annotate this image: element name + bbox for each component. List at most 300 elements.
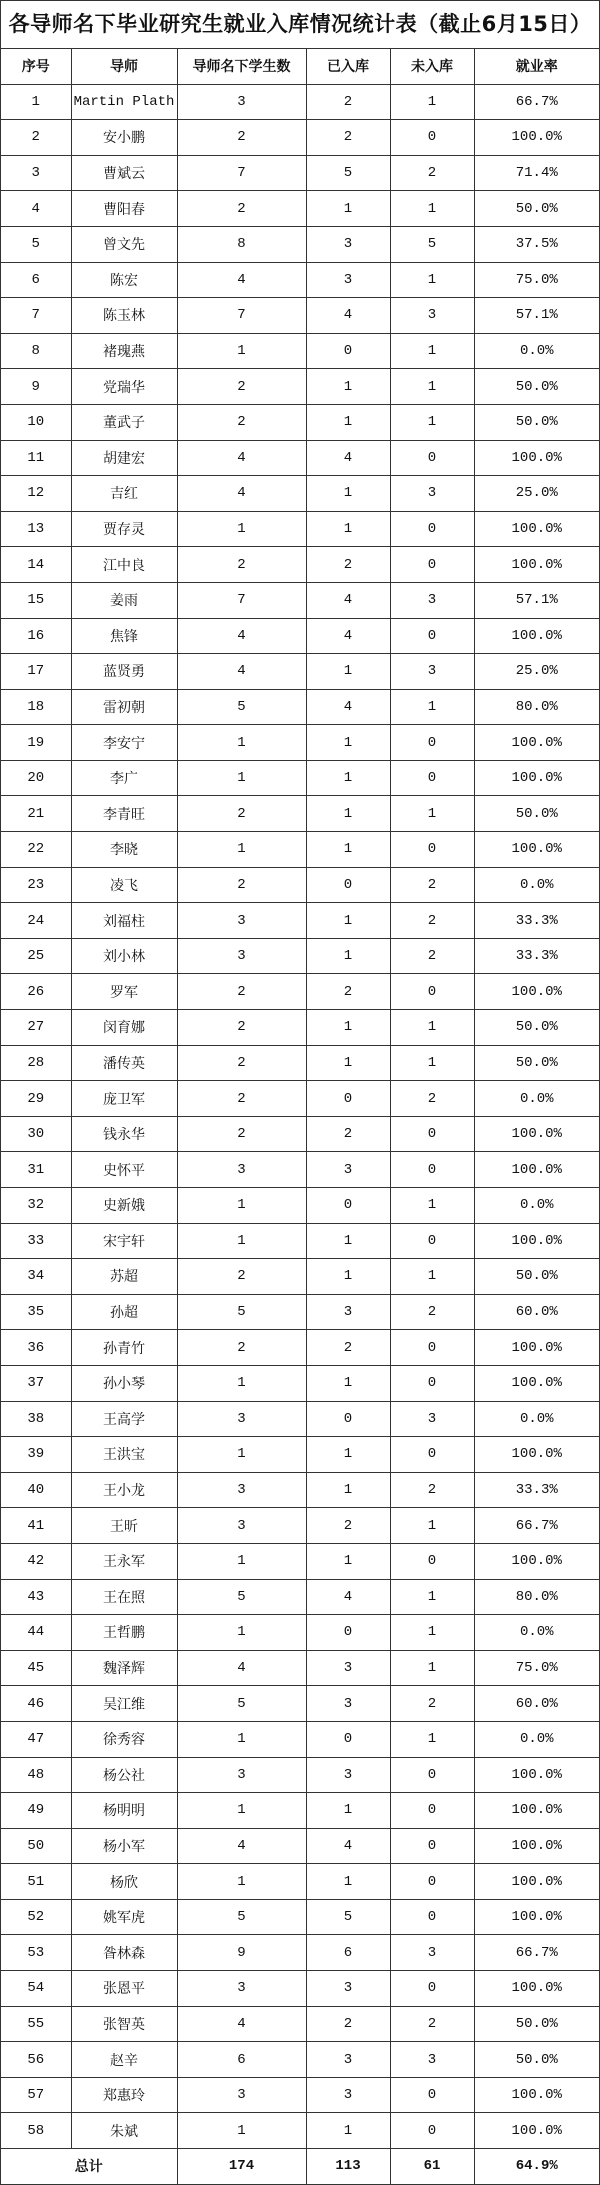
table-row bbox=[1, 974, 599, 1010]
cell-unregistered: 1 bbox=[390, 689, 474, 725]
cell-unregistered: 2 bbox=[390, 1472, 474, 1508]
cell-employment-rate: 100.0% bbox=[474, 1864, 599, 1900]
cell-unregistered: 1 bbox=[390, 333, 474, 369]
cell-advisor: 闵育娜 bbox=[71, 1010, 177, 1046]
cell-student-count: 1 bbox=[177, 1188, 306, 1224]
cell-advisor: 吉红 bbox=[71, 476, 177, 512]
cell-employment-rate: 0.0% bbox=[474, 1615, 599, 1651]
cell-registered: 3 bbox=[306, 226, 390, 262]
table-row bbox=[1, 1793, 599, 1829]
cell-employment-rate: 50.0% bbox=[474, 796, 599, 832]
cell-employment-rate: 25.0% bbox=[474, 654, 599, 690]
table-row bbox=[1, 1935, 599, 1971]
cell-advisor: 胡建宏 bbox=[71, 440, 177, 476]
cell-employment-rate: 50.0% bbox=[474, 191, 599, 227]
cell-index: 49 bbox=[1, 1793, 71, 1829]
cell-unregistered: 0 bbox=[390, 618, 474, 654]
cell-unregistered: 0 bbox=[390, 440, 474, 476]
cell-unregistered: 3 bbox=[390, 476, 474, 512]
cell-employment-rate: 33.3% bbox=[474, 1472, 599, 1508]
cell-advisor: 钱永华 bbox=[71, 1116, 177, 1152]
cell-student-count: 2 bbox=[177, 547, 306, 583]
cell-registered: 4 bbox=[306, 689, 390, 725]
cell-employment-rate: 100.0% bbox=[474, 1223, 599, 1259]
total-rate: 64.9% bbox=[474, 2149, 599, 2185]
cell-employment-rate: 100.0% bbox=[474, 120, 599, 156]
cell-unregistered: 2 bbox=[390, 2006, 474, 2042]
cell-employment-rate: 57.1% bbox=[474, 298, 599, 334]
cell-advisor: 孙小琴 bbox=[71, 1365, 177, 1401]
cell-registered: 4 bbox=[306, 1579, 390, 1615]
cell-unregistered: 1 bbox=[390, 1650, 474, 1686]
cell-employment-rate: 50.0% bbox=[474, 2042, 599, 2078]
cell-index: 7 bbox=[1, 298, 71, 334]
cell-advisor: 王高学 bbox=[71, 1401, 177, 1437]
cell-advisor: 李安宁 bbox=[71, 725, 177, 761]
cell-student-count: 3 bbox=[177, 1472, 306, 1508]
cell-employment-rate: 0.0% bbox=[474, 1721, 599, 1757]
cell-student-count: 1 bbox=[177, 1864, 306, 1900]
cell-advisor: 李晓 bbox=[71, 832, 177, 868]
cell-unregistered: 3 bbox=[390, 582, 474, 618]
cell-registered: 1 bbox=[306, 903, 390, 939]
cell-unregistered: 1 bbox=[390, 84, 474, 120]
cell-employment-rate: 0.0% bbox=[474, 333, 599, 369]
cell-student-count: 3 bbox=[177, 1152, 306, 1188]
cell-student-count: 1 bbox=[177, 1793, 306, 1829]
cell-student-count: 4 bbox=[177, 1650, 306, 1686]
cell-unregistered: 0 bbox=[390, 511, 474, 547]
cell-student-count: 7 bbox=[177, 582, 306, 618]
cell-unregistered: 2 bbox=[390, 1294, 474, 1330]
table-row bbox=[1, 1899, 599, 1935]
cell-index: 27 bbox=[1, 1010, 71, 1046]
cell-index: 33 bbox=[1, 1223, 71, 1259]
cell-student-count: 3 bbox=[177, 2077, 306, 2113]
cell-student-count: 4 bbox=[177, 1828, 306, 1864]
cell-employment-rate: 50.0% bbox=[474, 404, 599, 440]
table-row bbox=[1, 1188, 599, 1224]
cell-index: 51 bbox=[1, 1864, 71, 1900]
cell-unregistered: 1 bbox=[390, 262, 474, 298]
cell-student-count: 1 bbox=[177, 511, 306, 547]
table-row bbox=[1, 1757, 599, 1793]
cell-registered: 0 bbox=[306, 1721, 390, 1757]
cell-unregistered: 0 bbox=[390, 832, 474, 868]
cell-registered: 4 bbox=[306, 298, 390, 334]
cell-index: 47 bbox=[1, 1721, 71, 1757]
cell-unregistered: 5 bbox=[390, 226, 474, 262]
cell-student-count: 4 bbox=[177, 440, 306, 476]
cell-registered: 3 bbox=[306, 1294, 390, 1330]
cell-employment-rate: 0.0% bbox=[474, 1081, 599, 1117]
cell-unregistered: 0 bbox=[390, 974, 474, 1010]
cell-unregistered: 0 bbox=[390, 120, 474, 156]
cell-employment-rate: 100.0% bbox=[474, 832, 599, 868]
cell-registered: 1 bbox=[306, 832, 390, 868]
cell-index: 58 bbox=[1, 2113, 71, 2149]
cell-advisor: 赵辛 bbox=[71, 2042, 177, 2078]
cell-employment-rate: 100.0% bbox=[474, 1971, 599, 2007]
cell-employment-rate: 33.3% bbox=[474, 903, 599, 939]
cell-registered: 1 bbox=[306, 476, 390, 512]
cell-student-count: 3 bbox=[177, 1971, 306, 2007]
cell-advisor: 魏泽辉 bbox=[71, 1650, 177, 1686]
cell-unregistered: 3 bbox=[390, 1935, 474, 1971]
cell-advisor: 苏超 bbox=[71, 1259, 177, 1295]
cell-unregistered: 3 bbox=[390, 1401, 474, 1437]
cell-student-count: 2 bbox=[177, 867, 306, 903]
cell-registered: 4 bbox=[306, 1828, 390, 1864]
cell-unregistered: 0 bbox=[390, 1971, 474, 2007]
cell-unregistered: 1 bbox=[390, 1259, 474, 1295]
table-row bbox=[1, 298, 599, 334]
cell-registered: 4 bbox=[306, 582, 390, 618]
cell-employment-rate: 100.0% bbox=[474, 1365, 599, 1401]
cell-registered: 2 bbox=[306, 84, 390, 120]
cell-student-count: 3 bbox=[177, 1508, 306, 1544]
cell-student-count: 8 bbox=[177, 226, 306, 262]
cell-employment-rate: 57.1% bbox=[474, 582, 599, 618]
cell-index: 8 bbox=[1, 333, 71, 369]
cell-registered: 1 bbox=[306, 1259, 390, 1295]
cell-student-count: 2 bbox=[177, 1045, 306, 1081]
cell-employment-rate: 0.0% bbox=[474, 1401, 599, 1437]
cell-registered: 3 bbox=[306, 1686, 390, 1722]
cell-unregistered: 0 bbox=[390, 1152, 474, 1188]
cell-unregistered: 3 bbox=[390, 298, 474, 334]
cell-unregistered: 1 bbox=[390, 191, 474, 227]
cell-unregistered: 1 bbox=[390, 1010, 474, 1046]
table-row bbox=[1, 2077, 599, 2113]
total-students: 174 bbox=[177, 2149, 306, 2185]
cell-unregistered: 3 bbox=[390, 654, 474, 690]
cell-employment-rate: 100.0% bbox=[474, 1793, 599, 1829]
table-row bbox=[1, 938, 599, 974]
cell-employment-rate: 100.0% bbox=[474, 1330, 599, 1366]
cell-advisor: 宋宇轩 bbox=[71, 1223, 177, 1259]
cell-registered: 4 bbox=[306, 618, 390, 654]
cell-unregistered: 0 bbox=[390, 1223, 474, 1259]
cell-employment-rate: 100.0% bbox=[474, 511, 599, 547]
cell-index: 34 bbox=[1, 1259, 71, 1295]
cell-advisor: 郑惠玲 bbox=[71, 2077, 177, 2113]
cell-index: 43 bbox=[1, 1579, 71, 1615]
cell-employment-rate: 100.0% bbox=[474, 1437, 599, 1473]
table-row bbox=[1, 1365, 599, 1401]
cell-index: 26 bbox=[1, 974, 71, 1010]
cell-registered: 3 bbox=[306, 1757, 390, 1793]
cell-index: 9 bbox=[1, 369, 71, 405]
table-row bbox=[1, 867, 599, 903]
cell-index: 10 bbox=[1, 404, 71, 440]
cell-index: 18 bbox=[1, 689, 71, 725]
cell-registered: 3 bbox=[306, 1152, 390, 1188]
cell-advisor: 刘福柱 bbox=[71, 903, 177, 939]
cell-student-count: 2 bbox=[177, 369, 306, 405]
cell-registered: 1 bbox=[306, 1472, 390, 1508]
table-row bbox=[1, 689, 599, 725]
cell-advisor: 姜雨 bbox=[71, 582, 177, 618]
cell-advisor: 曹阳春 bbox=[71, 191, 177, 227]
cell-student-count: 4 bbox=[177, 618, 306, 654]
cell-registered: 1 bbox=[306, 938, 390, 974]
cell-registered: 1 bbox=[306, 796, 390, 832]
cell-student-count: 5 bbox=[177, 1899, 306, 1935]
cell-advisor: 陈玉林 bbox=[71, 298, 177, 334]
cell-registered: 1 bbox=[306, 1365, 390, 1401]
table-row bbox=[1, 1971, 599, 2007]
cell-unregistered: 1 bbox=[390, 1508, 474, 1544]
table-row bbox=[1, 654, 599, 690]
cell-employment-rate: 37.5% bbox=[474, 226, 599, 262]
cell-advisor: 董武子 bbox=[71, 404, 177, 440]
cell-employment-rate: 100.0% bbox=[474, 2077, 599, 2113]
cell-student-count: 2 bbox=[177, 191, 306, 227]
cell-unregistered: 0 bbox=[390, 725, 474, 761]
cell-employment-rate: 50.0% bbox=[474, 1259, 599, 1295]
cell-advisor: 张恩平 bbox=[71, 1971, 177, 2007]
cell-index: 55 bbox=[1, 2006, 71, 2042]
cell-index: 1 bbox=[1, 84, 71, 120]
employment-table bbox=[1, 49, 599, 2185]
cell-index: 5 bbox=[1, 226, 71, 262]
cell-student-count: 1 bbox=[177, 1223, 306, 1259]
cell-advisor: 蓝贤勇 bbox=[71, 654, 177, 690]
cell-unregistered: 3 bbox=[390, 2042, 474, 2078]
total-unregistered: 61 bbox=[390, 2149, 474, 2185]
cell-advisor: 雷初朝 bbox=[71, 689, 177, 725]
cell-registered: 1 bbox=[306, 404, 390, 440]
cell-registered: 1 bbox=[306, 2113, 390, 2149]
cell-student-count: 7 bbox=[177, 298, 306, 334]
cell-student-count: 5 bbox=[177, 689, 306, 725]
header-student-count: 导师名下学生数 bbox=[177, 49, 306, 84]
cell-student-count: 1 bbox=[177, 2113, 306, 2149]
cell-advisor: 吴江维 bbox=[71, 1686, 177, 1722]
cell-advisor: 陈宏 bbox=[71, 262, 177, 298]
table-row bbox=[1, 1010, 599, 1046]
cell-registered: 1 bbox=[306, 511, 390, 547]
cell-student-count: 2 bbox=[177, 1010, 306, 1046]
cell-unregistered: 1 bbox=[390, 1188, 474, 1224]
cell-advisor: 孙青竹 bbox=[71, 1330, 177, 1366]
cell-unregistered: 1 bbox=[390, 369, 474, 405]
cell-employment-rate: 66.7% bbox=[474, 84, 599, 120]
cell-registered: 0 bbox=[306, 1081, 390, 1117]
cell-student-count: 1 bbox=[177, 832, 306, 868]
cell-employment-rate: 100.0% bbox=[474, 440, 599, 476]
cell-unregistered: 1 bbox=[390, 1579, 474, 1615]
cell-registered: 1 bbox=[306, 1045, 390, 1081]
cell-index: 46 bbox=[1, 1686, 71, 1722]
cell-employment-rate: 100.0% bbox=[474, 547, 599, 583]
cell-advisor: 张智英 bbox=[71, 2006, 177, 2042]
cell-student-count: 5 bbox=[177, 1579, 306, 1615]
cell-registered: 3 bbox=[306, 2042, 390, 2078]
cell-employment-rate: 75.0% bbox=[474, 262, 599, 298]
cell-employment-rate: 80.0% bbox=[474, 1579, 599, 1615]
cell-registered: 0 bbox=[306, 867, 390, 903]
cell-unregistered: 0 bbox=[390, 1330, 474, 1366]
cell-unregistered: 0 bbox=[390, 2113, 474, 2149]
cell-student-count: 3 bbox=[177, 903, 306, 939]
cell-employment-rate: 100.0% bbox=[474, 725, 599, 761]
cell-employment-rate: 100.0% bbox=[474, 2113, 599, 2149]
cell-registered: 4 bbox=[306, 440, 390, 476]
cell-advisor: 王在照 bbox=[71, 1579, 177, 1615]
cell-student-count: 1 bbox=[177, 760, 306, 796]
cell-employment-rate: 71.4% bbox=[474, 155, 599, 191]
cell-registered: 1 bbox=[306, 369, 390, 405]
header-advisor: 导师 bbox=[71, 49, 177, 84]
cell-unregistered: 2 bbox=[390, 155, 474, 191]
cell-unregistered: 2 bbox=[390, 1686, 474, 1722]
cell-student-count: 2 bbox=[177, 404, 306, 440]
table-row bbox=[1, 1864, 599, 1900]
table-row bbox=[1, 796, 599, 832]
cell-student-count: 6 bbox=[177, 2042, 306, 2078]
cell-employment-rate: 100.0% bbox=[474, 760, 599, 796]
cell-index: 35 bbox=[1, 1294, 71, 1330]
cell-registered: 6 bbox=[306, 1935, 390, 1971]
cell-advisor: 昝林森 bbox=[71, 1935, 177, 1971]
cell-student-count: 4 bbox=[177, 2006, 306, 2042]
cell-employment-rate: 75.0% bbox=[474, 1650, 599, 1686]
table-row bbox=[1, 618, 599, 654]
cell-advisor: 朱斌 bbox=[71, 2113, 177, 2149]
cell-index: 56 bbox=[1, 2042, 71, 2078]
cell-registered: 1 bbox=[306, 1864, 390, 1900]
cell-unregistered: 2 bbox=[390, 1081, 474, 1117]
cell-registered: 0 bbox=[306, 333, 390, 369]
cell-employment-rate: 100.0% bbox=[474, 1757, 599, 1793]
cell-advisor: 杨欣 bbox=[71, 1864, 177, 1900]
cell-student-count: 3 bbox=[177, 1757, 306, 1793]
cell-unregistered: 0 bbox=[390, 1899, 474, 1935]
cell-student-count: 7 bbox=[177, 155, 306, 191]
cell-registered: 2 bbox=[306, 547, 390, 583]
table-row bbox=[1, 2042, 599, 2078]
table-row bbox=[1, 1045, 599, 1081]
table-row bbox=[1, 369, 599, 405]
cell-registered: 2 bbox=[306, 1116, 390, 1152]
sheet-title: 各导师名下毕业研究生就业入库情况统计表（截止6月15日） bbox=[1, 1, 599, 49]
cell-registered: 3 bbox=[306, 262, 390, 298]
header-unregistered: 未入库 bbox=[390, 49, 474, 84]
cell-student-count: 2 bbox=[177, 1116, 306, 1152]
cell-student-count: 1 bbox=[177, 725, 306, 761]
cell-student-count: 4 bbox=[177, 476, 306, 512]
cell-index: 25 bbox=[1, 938, 71, 974]
cell-advisor: 焦锋 bbox=[71, 618, 177, 654]
table-row bbox=[1, 155, 599, 191]
cell-index: 12 bbox=[1, 476, 71, 512]
cell-student-count: 2 bbox=[177, 120, 306, 156]
table-row bbox=[1, 1579, 599, 1615]
cell-advisor: 褚瑰燕 bbox=[71, 333, 177, 369]
cell-advisor: Martin Plath bbox=[71, 84, 177, 120]
cell-student-count: 9 bbox=[177, 1935, 306, 1971]
cell-unregistered: 1 bbox=[390, 1045, 474, 1081]
table-row bbox=[1, 582, 599, 618]
cell-employment-rate: 33.3% bbox=[474, 938, 599, 974]
cell-index: 29 bbox=[1, 1081, 71, 1117]
cell-employment-rate: 100.0% bbox=[474, 1152, 599, 1188]
cell-student-count: 2 bbox=[177, 796, 306, 832]
cell-advisor: 庞卫军 bbox=[71, 1081, 177, 1117]
table-row bbox=[1, 2113, 599, 2149]
cell-employment-rate: 100.0% bbox=[474, 974, 599, 1010]
cell-employment-rate: 50.0% bbox=[474, 2006, 599, 2042]
cell-employment-rate: 50.0% bbox=[474, 369, 599, 405]
cell-index: 31 bbox=[1, 1152, 71, 1188]
cell-unregistered: 0 bbox=[390, 1864, 474, 1900]
cell-advisor: 王永军 bbox=[71, 1543, 177, 1579]
cell-student-count: 3 bbox=[177, 938, 306, 974]
cell-registered: 0 bbox=[306, 1615, 390, 1651]
cell-advisor: 刘小林 bbox=[71, 938, 177, 974]
cell-employment-rate: 25.0% bbox=[474, 476, 599, 512]
cell-student-count: 5 bbox=[177, 1294, 306, 1330]
cell-registered: 2 bbox=[306, 120, 390, 156]
table-row bbox=[1, 1330, 599, 1366]
cell-advisor: 史怀平 bbox=[71, 1152, 177, 1188]
table-row bbox=[1, 333, 599, 369]
cell-advisor: 杨公社 bbox=[71, 1757, 177, 1793]
table-row bbox=[1, 1615, 599, 1651]
header-registered: 已入库 bbox=[306, 49, 390, 84]
cell-index: 42 bbox=[1, 1543, 71, 1579]
cell-advisor: 杨小军 bbox=[71, 1828, 177, 1864]
cell-index: 50 bbox=[1, 1828, 71, 1864]
cell-unregistered: 0 bbox=[390, 1437, 474, 1473]
cell-student-count: 1 bbox=[177, 1615, 306, 1651]
table-row bbox=[1, 1081, 599, 1117]
cell-index: 45 bbox=[1, 1650, 71, 1686]
cell-unregistered: 0 bbox=[390, 1828, 474, 1864]
cell-advisor: 李青旺 bbox=[71, 796, 177, 832]
cell-index: 53 bbox=[1, 1935, 71, 1971]
table-row bbox=[1, 440, 599, 476]
cell-advisor: 党瑞华 bbox=[71, 369, 177, 405]
cell-registered: 1 bbox=[306, 1793, 390, 1829]
table-row bbox=[1, 725, 599, 761]
cell-index: 22 bbox=[1, 832, 71, 868]
cell-index: 57 bbox=[1, 2077, 71, 2113]
cell-registered: 2 bbox=[306, 974, 390, 1010]
cell-employment-rate: 100.0% bbox=[474, 1543, 599, 1579]
cell-student-count: 1 bbox=[177, 1365, 306, 1401]
table-row bbox=[1, 1721, 599, 1757]
table-row bbox=[1, 120, 599, 156]
cell-employment-rate: 0.0% bbox=[474, 867, 599, 903]
cell-index: 17 bbox=[1, 654, 71, 690]
table-row bbox=[1, 1259, 599, 1295]
cell-employment-rate: 60.0% bbox=[474, 1294, 599, 1330]
cell-advisor: 史新娥 bbox=[71, 1188, 177, 1224]
cell-advisor: 罗军 bbox=[71, 974, 177, 1010]
table-row bbox=[1, 1686, 599, 1722]
cell-unregistered: 2 bbox=[390, 938, 474, 974]
cell-student-count: 4 bbox=[177, 654, 306, 690]
cell-unregistered: 0 bbox=[390, 760, 474, 796]
cell-unregistered: 2 bbox=[390, 903, 474, 939]
table-row bbox=[1, 547, 599, 583]
cell-employment-rate: 60.0% bbox=[474, 1686, 599, 1722]
table-row bbox=[1, 191, 599, 227]
cell-registered: 1 bbox=[306, 1223, 390, 1259]
